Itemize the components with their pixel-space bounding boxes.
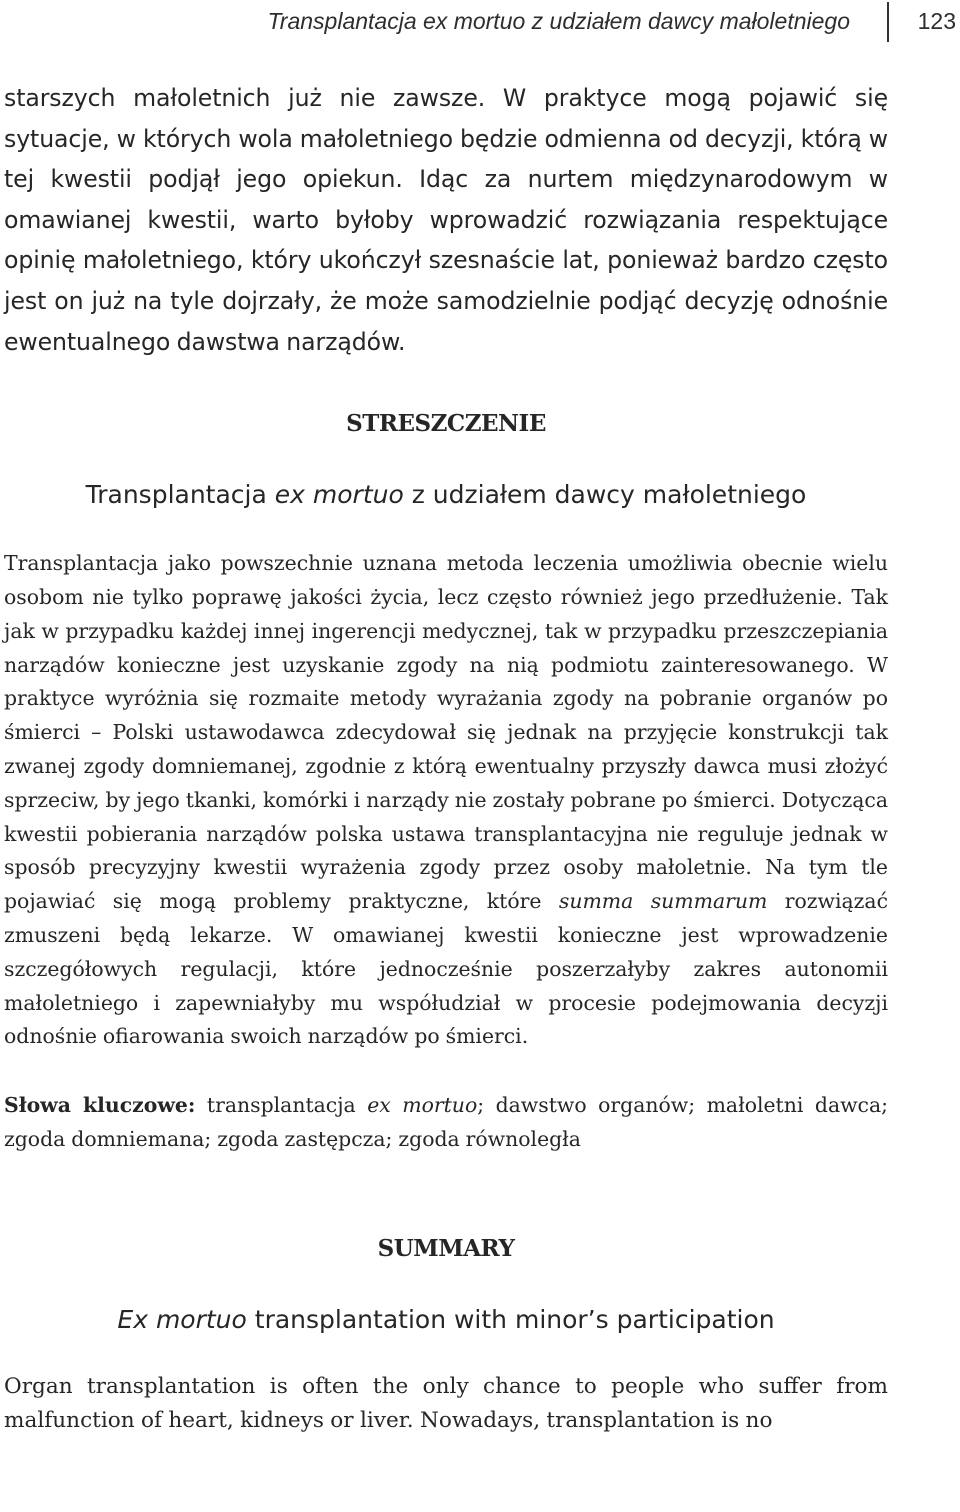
streszczenie-heading: STRESZCZENIE <box>346 410 546 438</box>
keywords <box>4 1089 888 1157</box>
keywords-part1: transplantacja <box>195 1093 368 1118</box>
abstract-italic: summa summarum <box>558 889 768 914</box>
streszczenie-abstract <box>4 547 888 1054</box>
running-title: Transplantacja ex mortuo z udziałem dawcy małoletniego <box>267 8 850 34</box>
intro-paragraph: starszych małoletnich już nie zawsze. W praktyce mogą pojawić się sytuacje, w których wola małoletniego będzie odmienna od decyzji, którą w tej kwestii podjął jego opiekun. Idąc za nurtem międzynarodowym w omawianej kwestii, warto byłoby wprowadzić rozwiązania respektujące opinię małoletniego, który ukończył szesnaście lat, ponieważ bardzo często jest on już na tyle dojrzały, że może samodzielnie podjąć decyzję odnośnie ewentualnego dawstwa narządów. <box>4 84 888 356</box>
abstract-part2: rozwiązać zmuszeni będą lekarze. W omawianej kwestii konieczne jest wprowadzenie szczegółowych regulacji, które jednocześnie poszerzałyby zakres autonomii małoletniego i zapewniałyby mu współudział w procesie podejmowania decyzji odnośnie ofiarowania swoich narządów po śmierci. <box>4 889 889 1049</box>
summary-heading: SUMMARY <box>377 1234 515 1262</box>
page-header <box>0 0 960 44</box>
summary-subtitle <box>4 1300 888 1340</box>
summary-subtitle-italic: Ex mortuo <box>117 1304 247 1334</box>
streszczenie-subtitle <box>4 475 888 515</box>
page-content <box>4 78 888 1437</box>
abstract-part1: Transplantacja jako powszechnie uznana metoda leczenia umożliwia obecnie wielu osobom nie tylko poprawę jakości życia, lecz często również jego przedłużenie. Tak jak w przypadku każdej innej ingerencji medycznej, tak w przypadku przeszczepiania narządów konieczne jest uzyskanie zgody na nią podmiotu zainteresowanego. W praktyce wyróżnia się rozmaite metody wyrażania zgody na pobranie organów po śmierci – Polski ustawodawca zdecydował się jednak na przyjęcie konstrukcji tak zwanej zgody domniemanej, zgodnie z którą ewentualny przyszły dawca musi złożyć sprzeciw, by jego tkanki, komórki i narządy nie zostały pobrane po śmierci. Dotycząca kwestii pobierania narządów polska ustawa transplantacyjna nie reguluje jednak w sposób precyzyjny kwestii wyrażenia zgody przez osoby małoletnie. Na tym tle pojawiać się mogą problemy praktyczne, które <box>4 551 888 914</box>
streszczenie-subtitle-part2: z udziałem dawcy małoletniego <box>403 480 807 510</box>
keywords-label: Słowa kluczowe: <box>4 1093 196 1118</box>
keywords-part2: ; dawstwo organów; małoletni dawca; zgoda domniemana; zgoda zastępcza; zgoda równoległa <box>4 1093 889 1151</box>
streszczenie-subtitle-part1: Transplantacja <box>85 480 275 510</box>
page-number: 123 <box>917 8 956 34</box>
keywords-italic: ex mortuo <box>367 1093 478 1118</box>
summary-subtitle-rest: transplantation with minor’s participation <box>246 1304 775 1334</box>
streszczenie-subtitle-italic: ex mortuo <box>274 480 404 510</box>
summary-abstract: Organ transplantation is often the only chance to people who suffer from malfunction of heart, kidneys or liver. Nowadays, transplantation is no <box>4 1373 888 1433</box>
header-divider <box>887 2 889 42</box>
